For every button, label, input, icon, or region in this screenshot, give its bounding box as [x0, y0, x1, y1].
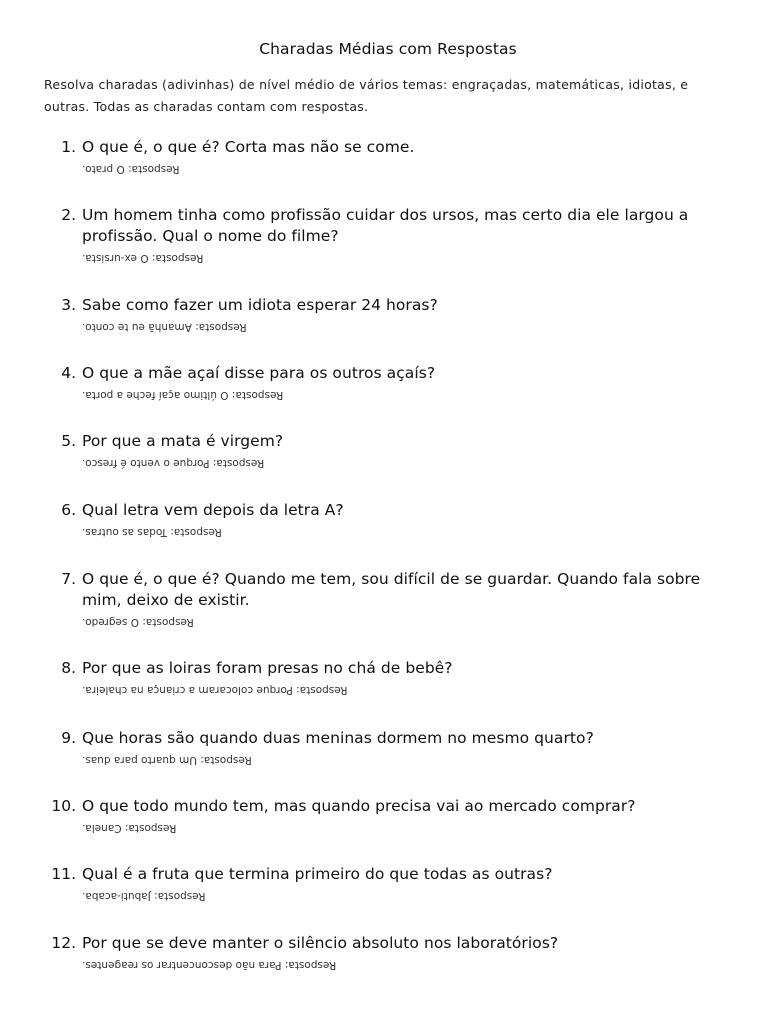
riddle-number: 2. [61, 206, 76, 224]
riddle-question: Por que a mata é virgem? [82, 432, 284, 450]
riddle-question: O que é, o que é? Quando me tem, sou difícil de se guardar. Quando fala sobre mim, deixo de existir. [82, 570, 701, 609]
page-title: Charadas Médias com Respostas [259, 40, 517, 58]
riddle-number: 6. [61, 501, 76, 519]
intro-paragraph: Resolva charadas (adivinhas) de nível médio de vários temas: engraçadas, matemáticas, idiotas, e outras. Todas as charadas contam com respostas. [44, 77, 689, 114]
riddle-answer-upside-down: Resposta: Um quarto para duas. [82, 754, 252, 766]
riddle-number: 9. [61, 729, 76, 747]
riddle-answer-upside-down: Resposta: Canela. [82, 822, 177, 834]
riddle-question: O que todo mundo tem, mas quando precisa vai ao mercado comprar? [82, 797, 636, 815]
riddle-number: 8. [61, 659, 76, 677]
riddle-answer-upside-down: Resposta: O segredo. [82, 616, 194, 628]
riddle-answer-upside-down: Resposta: O prato. [82, 163, 180, 175]
riddle-question: O que a mãe açaí disse para os outros açaís? [82, 364, 436, 382]
riddle-answer-upside-down: Resposta: O último açaí feche a porta. [82, 389, 284, 401]
riddle-answer-upside-down: Resposta: Porque colocaram a criança na chaleira. [82, 684, 348, 696]
riddle-answer-upside-down: Resposta: Amanhã eu te conto. [82, 321, 247, 333]
riddle-answer-upside-down: Resposta: Porque o vento é fresco. [82, 457, 265, 469]
riddle-number: 3. [61, 296, 76, 314]
riddle-answer-upside-down: Resposta: Todas as outras. [82, 526, 222, 538]
riddle-number: 5. [61, 432, 76, 450]
riddle-question: Que horas são quando duas meninas dormem no mesmo quarto? [82, 729, 594, 747]
riddle-answer-upside-down: Resposta: Jabuti-acaba. [82, 890, 206, 902]
riddle-number: 10. [51, 797, 76, 815]
riddle-question: Qual é a fruta que termina primeiro do que todas as outras? [82, 865, 553, 883]
riddle-number: 7. [61, 570, 76, 588]
riddle-answer-upside-down: Resposta: O ex-ursista. [82, 252, 204, 264]
riddle-answer-upside-down: Resposta: Para não desconcentrar os reagentes. [82, 959, 337, 971]
riddle-number: 1. [61, 138, 76, 156]
riddle-question: Um homem tinha como profissão cuidar dos ursos, mas certo dia ele largou a profissão. Qual o nome do filme? [82, 206, 689, 245]
riddle-question: Por que se deve manter o silêncio absoluto nos laboratórios? [82, 934, 559, 952]
riddle-number: 4. [61, 364, 76, 382]
riddle-number: 11. [51, 865, 76, 883]
riddle-question: Sabe como fazer um idiota esperar 24 horas? [82, 296, 438, 314]
riddle-question: Por que as loiras foram presas no chá de bebê? [82, 659, 453, 677]
riddle-question: O que é, o que é? Corta mas não se come. [82, 138, 415, 156]
riddle-number: 12. [51, 934, 76, 952]
riddle-question: Qual letra vem depois da letra A? [82, 501, 344, 519]
